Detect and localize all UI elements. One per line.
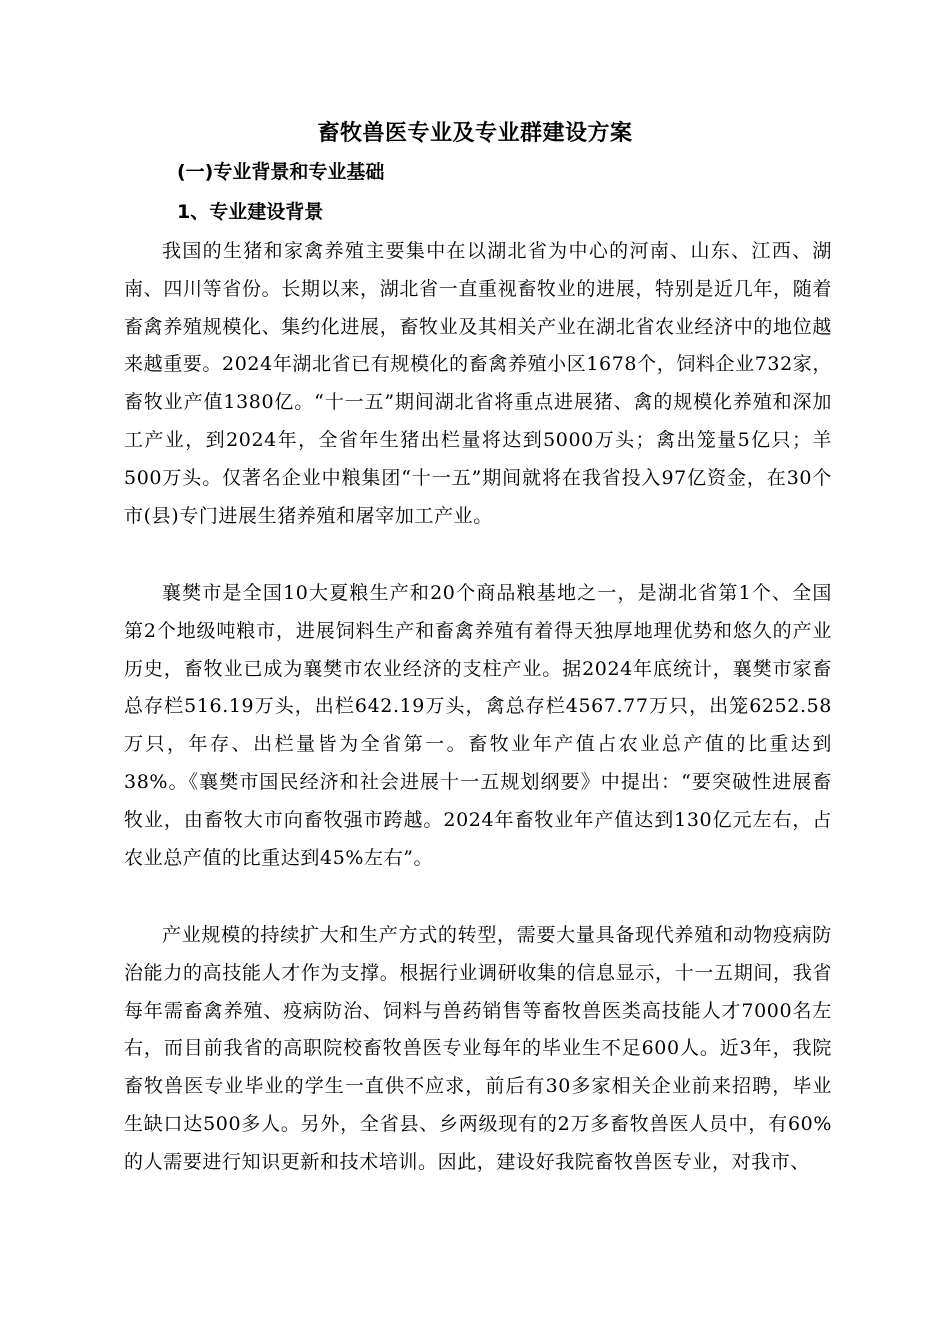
body-paragraph: 襄樊市是全国10大夏粮生产和20个商品粮基地之一，是湖北省第1个、全国第2个地级吨粮市，进展饲料生产和畜禽养殖有着得天独厚地理优势和悠久的产业历史，畜牧业已成为襄樊市农业经济的支柱产业。据2024年底统计，襄樊市家畜总存栏516.19万头，出栏642.19万头，禽总存栏4567.77万只，出笼6252.58万只，年存、出栏量皆为全省第一。畜牧业年产值占农业总产值的比重达到38%。《襄樊市国民经济和社会进展十一五规划纲要》中提出：“要突破性进展畜牧业，由畜牧大市向畜牧强市跨越。2024年畜牧业年产值达到130亿元左右，占农业总产值的比重达到45%左右”。 [124,582,832,869]
body-paragraph: 产业规模的持续扩大和生产方式的转型，需要大量具备现代养殖和动物疫病防治能力的高技能人才作为支撑。根据行业调研收集的信息显示，十一五期间，我省每年需畜禽养殖、疫病防治、饲料与兽药销售等畜牧兽医类高技能人才7000名左右，而目前我省的高职院校畜牧兽医专业每年的毕业生不足600人。近3年，我院畜牧兽医专业毕业的学生一直供不应求，前后有30多家相关企业前来招聘，毕业生缺口达500多人。另外，全省县、乡两级现有的2万多畜牧兽医人员中，有60%的人需要进行知识更新和技术培训。因此，建设好我院畜牧兽医专业，对我市、 [124,924,832,1173]
body-paragraph: 我国的生猪和家禽养殖主要集中在以湖北省为中心的河南、山东、江西、湖南、四川等省份。长期以来，湖北省一直重视畜牧业的进展，特别是近几年，随着畜禽养殖规模化、集约化进展，畜牧业及其相关产业在湖北省农业经济中的地位越来越重要。2024年湖北省已有规模化的畜禽养殖小区1678个，饲料企业732家，畜牧业产值1380亿。“十一五”期间湖北省将重点进展猪、禽的规模化养殖和深加工产业，到2024年，全省年生猪出栏量将达到5000万头；禽出笼量5亿只；羊500万头。仅著名企业中粮集团“十一五”期间就将在我省投入97亿资金，在30个市(县)专门进展生猪养殖和屠宰加工产业。 [124,240,832,527]
document-title: 畜牧兽医专业及专业群建设方案 [317,121,633,146]
subsection-heading: 1、专业建设背景 [177,201,324,223]
section-heading: (一)专业背景和专业基础 [177,161,385,183]
